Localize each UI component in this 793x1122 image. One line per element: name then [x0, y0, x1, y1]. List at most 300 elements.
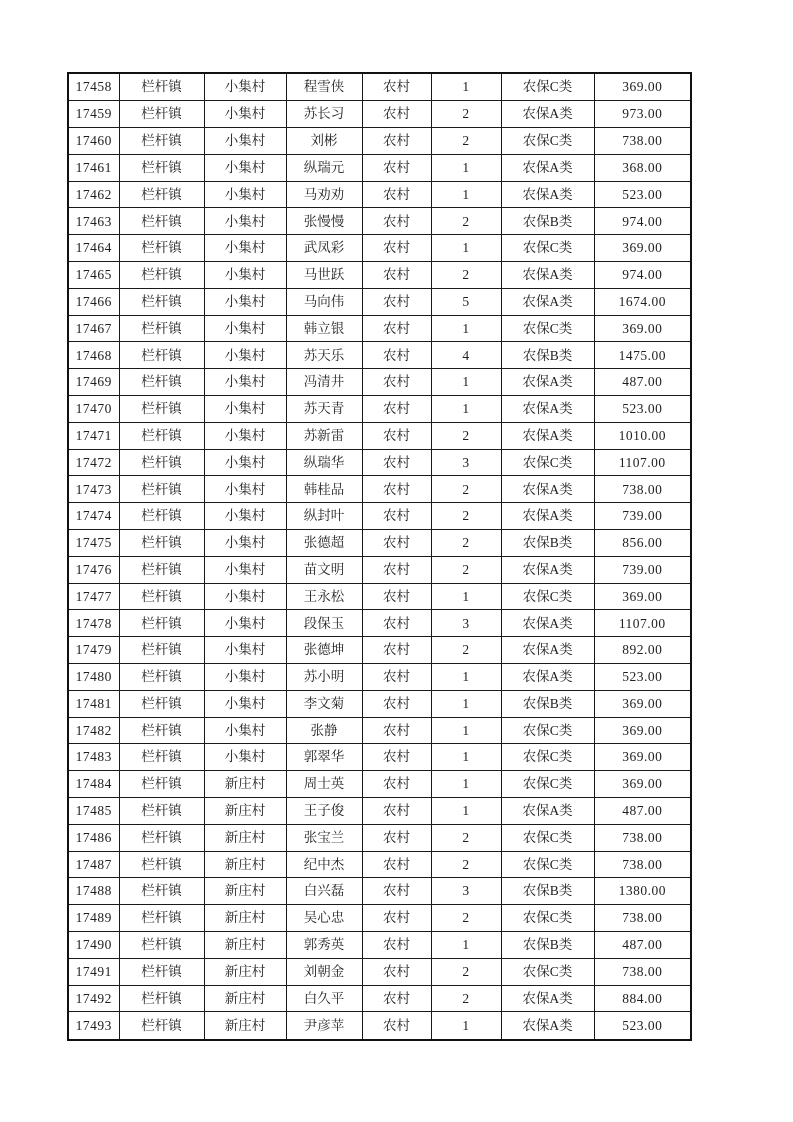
cell-residence_type: 农村: [362, 771, 431, 798]
cell-category: 农保A类: [501, 663, 594, 690]
cell-village: 小集村: [204, 556, 286, 583]
cell-residence_type: 农村: [362, 154, 431, 181]
cell-id: 17491: [68, 958, 119, 985]
cell-count: 1: [431, 395, 501, 422]
cell-count: 1: [431, 181, 501, 208]
cell-category: 农保C类: [501, 315, 594, 342]
cell-residence_type: 农村: [362, 985, 431, 1012]
cell-amount: 973.00: [594, 101, 691, 128]
table-row: [68, 717, 691, 744]
cell-residence_type: 农村: [362, 797, 431, 824]
cell-residence_type: 农村: [362, 1012, 431, 1040]
table-row: [68, 208, 691, 235]
cell-village: 小集村: [204, 663, 286, 690]
cell-town: 栏杆镇: [119, 1012, 204, 1040]
cell-village: 小集村: [204, 128, 286, 155]
table-row: [68, 369, 691, 396]
table-row: [68, 235, 691, 262]
cell-amount: 368.00: [594, 154, 691, 181]
cell-village: 新庄村: [204, 958, 286, 985]
cell-count: 5: [431, 288, 501, 315]
cell-residence_type: 农村: [362, 637, 431, 664]
cell-residence_type: 农村: [362, 610, 431, 637]
table-row: [68, 931, 691, 958]
cell-amount: 892.00: [594, 637, 691, 664]
cell-id: 17470: [68, 395, 119, 422]
cell-name: 李文菊: [286, 690, 362, 717]
cell-id: 17468: [68, 342, 119, 369]
cell-residence_type: 农村: [362, 288, 431, 315]
cell-count: 2: [431, 556, 501, 583]
cell-amount: 369.00: [594, 235, 691, 262]
cell-id: 17486: [68, 824, 119, 851]
cell-category: 农保C类: [501, 583, 594, 610]
cell-category: 农保C类: [501, 771, 594, 798]
cell-residence_type: 农村: [362, 744, 431, 771]
cell-count: 1: [431, 369, 501, 396]
cell-category: 农保C类: [501, 905, 594, 932]
cell-amount: 1010.00: [594, 422, 691, 449]
cell-village: 新庄村: [204, 797, 286, 824]
cell-amount: 369.00: [594, 690, 691, 717]
cell-town: 栏杆镇: [119, 878, 204, 905]
cell-town: 栏杆镇: [119, 101, 204, 128]
cell-amount: 523.00: [594, 181, 691, 208]
cell-category: 农保C类: [501, 824, 594, 851]
cell-id: 17488: [68, 878, 119, 905]
cell-id: 17489: [68, 905, 119, 932]
cell-count: 1: [431, 1012, 501, 1040]
cell-name: 郭秀英: [286, 931, 362, 958]
cell-amount: 974.00: [594, 208, 691, 235]
table-row: [68, 1012, 691, 1040]
cell-village: 小集村: [204, 529, 286, 556]
cell-residence_type: 农村: [362, 503, 431, 530]
cell-count: 1: [431, 235, 501, 262]
cell-town: 栏杆镇: [119, 905, 204, 932]
cell-category: 农保C类: [501, 744, 594, 771]
cell-residence_type: 农村: [362, 262, 431, 289]
cell-count: 2: [431, 422, 501, 449]
cell-village: 小集村: [204, 476, 286, 503]
cell-category: 农保A类: [501, 262, 594, 289]
cell-count: 4: [431, 342, 501, 369]
cell-amount: 369.00: [594, 717, 691, 744]
cell-category: 农保C类: [501, 73, 594, 101]
cell-amount: 738.00: [594, 476, 691, 503]
cell-amount: 738.00: [594, 824, 691, 851]
cell-category: 农保B类: [501, 931, 594, 958]
cell-name: 王子俊: [286, 797, 362, 824]
cell-village: 新庄村: [204, 931, 286, 958]
cell-residence_type: 农村: [362, 395, 431, 422]
table-row: [68, 128, 691, 155]
cell-village: 小集村: [204, 208, 286, 235]
cell-residence_type: 农村: [362, 583, 431, 610]
table-row: [68, 690, 691, 717]
cell-count: 3: [431, 449, 501, 476]
cell-village: 小集村: [204, 690, 286, 717]
cell-name: 段保玉: [286, 610, 362, 637]
cell-village: 小集村: [204, 342, 286, 369]
cell-amount: 1107.00: [594, 610, 691, 637]
cell-category: 农保C类: [501, 717, 594, 744]
cell-category: 农保A类: [501, 503, 594, 530]
cell-name: 武凤彩: [286, 235, 362, 262]
cell-id: 17465: [68, 262, 119, 289]
cell-count: 2: [431, 637, 501, 664]
cell-count: 2: [431, 128, 501, 155]
cell-category: 农保A类: [501, 395, 594, 422]
cell-residence_type: 农村: [362, 931, 431, 958]
cell-category: 农保B类: [501, 342, 594, 369]
cell-name: 张宝兰: [286, 824, 362, 851]
cell-name: 苏小明: [286, 663, 362, 690]
cell-id: 17466: [68, 288, 119, 315]
cell-name: 王永松: [286, 583, 362, 610]
cell-town: 栏杆镇: [119, 797, 204, 824]
cell-id: 17487: [68, 851, 119, 878]
cell-count: 2: [431, 958, 501, 985]
cell-village: 小集村: [204, 315, 286, 342]
cell-village: 小集村: [204, 637, 286, 664]
cell-count: 1: [431, 717, 501, 744]
cell-category: 农保A类: [501, 637, 594, 664]
cell-category: 农保A类: [501, 369, 594, 396]
cell-town: 栏杆镇: [119, 610, 204, 637]
cell-category: 农保A类: [501, 181, 594, 208]
cell-name: 刘彬: [286, 128, 362, 155]
cell-name: 吴心忠: [286, 905, 362, 932]
cell-town: 栏杆镇: [119, 288, 204, 315]
cell-town: 栏杆镇: [119, 342, 204, 369]
cell-amount: 739.00: [594, 503, 691, 530]
table-row: [68, 878, 691, 905]
cell-id: 17482: [68, 717, 119, 744]
cell-id: 17493: [68, 1012, 119, 1040]
table-row: [68, 529, 691, 556]
cell-count: 1: [431, 663, 501, 690]
cell-name: 纵瑞元: [286, 154, 362, 181]
table-row: [68, 154, 691, 181]
cell-name: 苏长习: [286, 101, 362, 128]
cell-name: 张慢慢: [286, 208, 362, 235]
cell-town: 栏杆镇: [119, 208, 204, 235]
cell-residence_type: 农村: [362, 824, 431, 851]
table-row: [68, 181, 691, 208]
cell-amount: 739.00: [594, 556, 691, 583]
table-row: [68, 851, 691, 878]
cell-name: 张静: [286, 717, 362, 744]
cell-category: 农保A类: [501, 797, 594, 824]
cell-village: 小集村: [204, 181, 286, 208]
cell-amount: 369.00: [594, 73, 691, 101]
cell-amount: 523.00: [594, 1012, 691, 1040]
cell-id: 17477: [68, 583, 119, 610]
cell-category: 农保C类: [501, 449, 594, 476]
cell-id: 17462: [68, 181, 119, 208]
cell-category: 农保A类: [501, 985, 594, 1012]
cell-village: 小集村: [204, 288, 286, 315]
cell-id: 17475: [68, 529, 119, 556]
table-row: [68, 449, 691, 476]
cell-town: 栏杆镇: [119, 476, 204, 503]
cell-village: 小集村: [204, 154, 286, 181]
cell-name: 张德超: [286, 529, 362, 556]
cell-category: 农保B类: [501, 690, 594, 717]
cell-village: 新庄村: [204, 985, 286, 1012]
cell-count: 2: [431, 262, 501, 289]
table-row: [68, 288, 691, 315]
cell-amount: 1475.00: [594, 342, 691, 369]
cell-name: 程雪侠: [286, 73, 362, 101]
cell-id: 17464: [68, 235, 119, 262]
cell-town: 栏杆镇: [119, 503, 204, 530]
cell-village: 小集村: [204, 717, 286, 744]
cell-village: 小集村: [204, 235, 286, 262]
cell-residence_type: 农村: [362, 958, 431, 985]
cell-town: 栏杆镇: [119, 690, 204, 717]
cell-name: 冯清井: [286, 369, 362, 396]
cell-village: 小集村: [204, 73, 286, 101]
cell-name: 苏新雷: [286, 422, 362, 449]
cell-residence_type: 农村: [362, 449, 431, 476]
cell-id: 17481: [68, 690, 119, 717]
cell-amount: 523.00: [594, 663, 691, 690]
cell-name: 苏天乐: [286, 342, 362, 369]
cell-town: 栏杆镇: [119, 583, 204, 610]
cell-id: 17483: [68, 744, 119, 771]
cell-category: 农保C类: [501, 851, 594, 878]
cell-name: 苗文明: [286, 556, 362, 583]
cell-town: 栏杆镇: [119, 931, 204, 958]
cell-amount: 369.00: [594, 315, 691, 342]
cell-name: 白久平: [286, 985, 362, 1012]
cell-village: 小集村: [204, 503, 286, 530]
cell-category: 农保A类: [501, 422, 594, 449]
table-row: [68, 262, 691, 289]
cell-count: 1: [431, 583, 501, 610]
cell-town: 栏杆镇: [119, 449, 204, 476]
cell-id: 17463: [68, 208, 119, 235]
cell-residence_type: 农村: [362, 101, 431, 128]
cell-village: 新庄村: [204, 905, 286, 932]
cell-id: 17459: [68, 101, 119, 128]
cell-count: 2: [431, 529, 501, 556]
cell-count: 2: [431, 208, 501, 235]
cell-residence_type: 农村: [362, 208, 431, 235]
cell-name: 纵瑞华: [286, 449, 362, 476]
cell-village: 小集村: [204, 422, 286, 449]
cell-residence_type: 农村: [362, 878, 431, 905]
cell-name: 张德坤: [286, 637, 362, 664]
table-row: [68, 797, 691, 824]
cell-name: 马向伟: [286, 288, 362, 315]
cell-village: 新庄村: [204, 851, 286, 878]
table-row: [68, 503, 691, 530]
cell-residence_type: 农村: [362, 663, 431, 690]
cell-residence_type: 农村: [362, 342, 431, 369]
cell-count: 1: [431, 154, 501, 181]
cell-count: 2: [431, 851, 501, 878]
cell-count: 3: [431, 610, 501, 637]
table-row: [68, 315, 691, 342]
cell-village: 新庄村: [204, 824, 286, 851]
cell-name: 苏天青: [286, 395, 362, 422]
cell-id: 17460: [68, 128, 119, 155]
table-row: [68, 583, 691, 610]
cell-amount: 1380.00: [594, 878, 691, 905]
table-row: [68, 771, 691, 798]
cell-town: 栏杆镇: [119, 73, 204, 101]
cell-name: 韩桂品: [286, 476, 362, 503]
cell-town: 栏杆镇: [119, 985, 204, 1012]
cell-name: 刘朝金: [286, 958, 362, 985]
cell-category: 农保A类: [501, 101, 594, 128]
cell-category: 农保C类: [501, 128, 594, 155]
cell-town: 栏杆镇: [119, 128, 204, 155]
cell-village: 小集村: [204, 369, 286, 396]
cell-amount: 487.00: [594, 931, 691, 958]
cell-residence_type: 农村: [362, 851, 431, 878]
cell-residence_type: 农村: [362, 476, 431, 503]
cell-category: 农保A类: [501, 154, 594, 181]
cell-town: 栏杆镇: [119, 958, 204, 985]
cell-amount: 738.00: [594, 851, 691, 878]
cell-residence_type: 农村: [362, 369, 431, 396]
cell-village: 小集村: [204, 101, 286, 128]
cell-town: 栏杆镇: [119, 744, 204, 771]
cell-category: 农保A类: [501, 610, 594, 637]
cell-town: 栏杆镇: [119, 771, 204, 798]
cell-count: 2: [431, 824, 501, 851]
cell-count: 1: [431, 744, 501, 771]
cell-category: 农保B类: [501, 208, 594, 235]
cell-amount: 856.00: [594, 529, 691, 556]
cell-village: 小集村: [204, 449, 286, 476]
cell-id: 17461: [68, 154, 119, 181]
cell-residence_type: 农村: [362, 422, 431, 449]
cell-name: 马世跃: [286, 262, 362, 289]
table-row: [68, 637, 691, 664]
cell-name: 尹彦苹: [286, 1012, 362, 1040]
cell-town: 栏杆镇: [119, 235, 204, 262]
cell-residence_type: 农村: [362, 73, 431, 101]
cell-id: 17473: [68, 476, 119, 503]
cell-amount: 369.00: [594, 583, 691, 610]
cell-amount: 369.00: [594, 771, 691, 798]
cell-town: 栏杆镇: [119, 824, 204, 851]
cell-amount: 487.00: [594, 369, 691, 396]
table-row: [68, 101, 691, 128]
cell-village: 新庄村: [204, 1012, 286, 1040]
cell-residence_type: 农村: [362, 690, 431, 717]
cell-category: 农保C类: [501, 958, 594, 985]
table-row: [68, 395, 691, 422]
cell-residence_type: 农村: [362, 181, 431, 208]
cell-amount: 1107.00: [594, 449, 691, 476]
cell-amount: 487.00: [594, 797, 691, 824]
cell-count: 3: [431, 878, 501, 905]
cell-id: 17484: [68, 771, 119, 798]
cell-town: 栏杆镇: [119, 181, 204, 208]
cell-category: 农保A类: [501, 288, 594, 315]
cell-amount: 369.00: [594, 744, 691, 771]
cell-category: 农保B类: [501, 529, 594, 556]
cell-id: 17472: [68, 449, 119, 476]
cell-village: 新庄村: [204, 878, 286, 905]
cell-id: 17458: [68, 73, 119, 101]
cell-residence_type: 农村: [362, 905, 431, 932]
cell-village: 小集村: [204, 395, 286, 422]
cell-town: 栏杆镇: [119, 315, 204, 342]
cell-count: 1: [431, 73, 501, 101]
cell-count: 1: [431, 771, 501, 798]
cell-name: 韩立银: [286, 315, 362, 342]
table-row: [68, 744, 691, 771]
cell-category: 农保A类: [501, 556, 594, 583]
cell-residence_type: 农村: [362, 315, 431, 342]
cell-count: 2: [431, 985, 501, 1012]
cell-town: 栏杆镇: [119, 395, 204, 422]
table-row: [68, 985, 691, 1012]
cell-category: 农保A类: [501, 476, 594, 503]
cell-id: 17476: [68, 556, 119, 583]
table-row: [68, 422, 691, 449]
cell-category: 农保B类: [501, 878, 594, 905]
cell-town: 栏杆镇: [119, 851, 204, 878]
cell-amount: 738.00: [594, 958, 691, 985]
cell-amount: 738.00: [594, 128, 691, 155]
cell-id: 17490: [68, 931, 119, 958]
cell-residence_type: 农村: [362, 128, 431, 155]
cell-id: 17479: [68, 637, 119, 664]
cell-count: 2: [431, 503, 501, 530]
cell-town: 栏杆镇: [119, 717, 204, 744]
cell-id: 17469: [68, 369, 119, 396]
table-row: [68, 610, 691, 637]
cell-name: 郭翠华: [286, 744, 362, 771]
cell-id: 17485: [68, 797, 119, 824]
cell-id: 17480: [68, 663, 119, 690]
cell-count: 2: [431, 476, 501, 503]
cell-village: 小集村: [204, 583, 286, 610]
cell-count: 1: [431, 931, 501, 958]
cell-town: 栏杆镇: [119, 369, 204, 396]
cell-residence_type: 农村: [362, 556, 431, 583]
cell-village: 新庄村: [204, 771, 286, 798]
table-row: [68, 476, 691, 503]
cell-category: 农保A类: [501, 1012, 594, 1040]
cell-residence_type: 农村: [362, 717, 431, 744]
cell-town: 栏杆镇: [119, 637, 204, 664]
cell-town: 栏杆镇: [119, 262, 204, 289]
cell-count: 1: [431, 690, 501, 717]
cell-name: 马劝劝: [286, 181, 362, 208]
cell-town: 栏杆镇: [119, 529, 204, 556]
cell-count: 2: [431, 905, 501, 932]
cell-village: 小集村: [204, 610, 286, 637]
table-row: [68, 905, 691, 932]
cell-id: 17492: [68, 985, 119, 1012]
cell-town: 栏杆镇: [119, 556, 204, 583]
cell-name: 纵封叶: [286, 503, 362, 530]
cell-id: 17478: [68, 610, 119, 637]
cell-id: 17467: [68, 315, 119, 342]
cell-count: 1: [431, 315, 501, 342]
cell-town: 栏杆镇: [119, 154, 204, 181]
table-body: [68, 73, 691, 1040]
